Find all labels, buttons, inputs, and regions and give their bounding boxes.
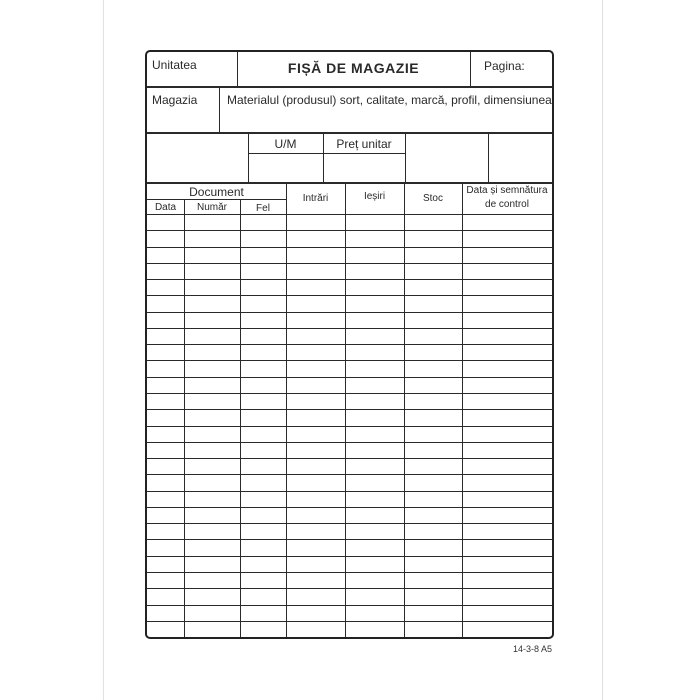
form-title: FIȘĂ DE MAGAZIE bbox=[287, 60, 420, 76]
type-header: Fel bbox=[256, 203, 270, 214]
document-header: Document bbox=[189, 185, 244, 199]
number-header: Număr bbox=[196, 202, 227, 213]
table-row bbox=[147, 247, 552, 248]
table-row bbox=[147, 393, 552, 394]
column-header-bottom bbox=[147, 214, 552, 215]
document-subline bbox=[147, 199, 286, 200]
table-row bbox=[147, 328, 552, 329]
table-row bbox=[147, 230, 552, 231]
header-divider bbox=[147, 86, 552, 88]
table-row bbox=[147, 621, 552, 622]
control-header-line1: Data și semnătura bbox=[466, 185, 548, 196]
table-row bbox=[147, 572, 552, 573]
blank-vline bbox=[488, 132, 489, 182]
unit-label: Unitatea bbox=[152, 58, 197, 72]
warehouse-label: Magazia bbox=[152, 93, 198, 107]
table-row bbox=[147, 474, 552, 475]
entries-header: Intrări bbox=[302, 193, 329, 204]
stock-header: Stoc bbox=[422, 193, 443, 204]
table-row bbox=[147, 556, 552, 557]
table-row bbox=[147, 344, 552, 345]
table-row bbox=[147, 605, 552, 606]
table-row bbox=[147, 279, 552, 280]
table-row bbox=[147, 442, 552, 443]
table-row bbox=[147, 588, 552, 589]
exits-header: Ieșiri bbox=[363, 191, 386, 202]
table-row bbox=[147, 539, 552, 540]
table-row bbox=[147, 409, 552, 410]
header-vline-page bbox=[470, 52, 471, 86]
um-subline bbox=[248, 153, 405, 154]
um-label: U/M bbox=[274, 137, 297, 151]
table-row bbox=[147, 377, 552, 378]
form-code: 14-3-8 A5 bbox=[513, 644, 553, 654]
table-row bbox=[147, 295, 552, 296]
table-row bbox=[147, 360, 552, 361]
page-label: Pagina: bbox=[484, 59, 525, 73]
um-divider bbox=[147, 182, 552, 184]
date-header: Data bbox=[154, 202, 177, 213]
table-row bbox=[147, 263, 552, 264]
table-row bbox=[147, 312, 552, 313]
material-divider bbox=[147, 132, 552, 134]
material-label: Materialul (produsul) sort, calitate, marcă, profil, dimensiunea bbox=[227, 93, 552, 107]
control-header-line2: de control bbox=[485, 199, 529, 210]
table-row bbox=[147, 523, 552, 524]
stock-card-form bbox=[145, 50, 554, 639]
price-vline-right bbox=[405, 132, 406, 182]
table-row bbox=[147, 426, 552, 427]
table-row bbox=[147, 458, 552, 459]
table-row bbox=[147, 507, 552, 508]
unit-price-label: Preț unitar bbox=[336, 137, 392, 151]
table-row bbox=[147, 491, 552, 492]
warehouse-vline bbox=[219, 86, 220, 132]
